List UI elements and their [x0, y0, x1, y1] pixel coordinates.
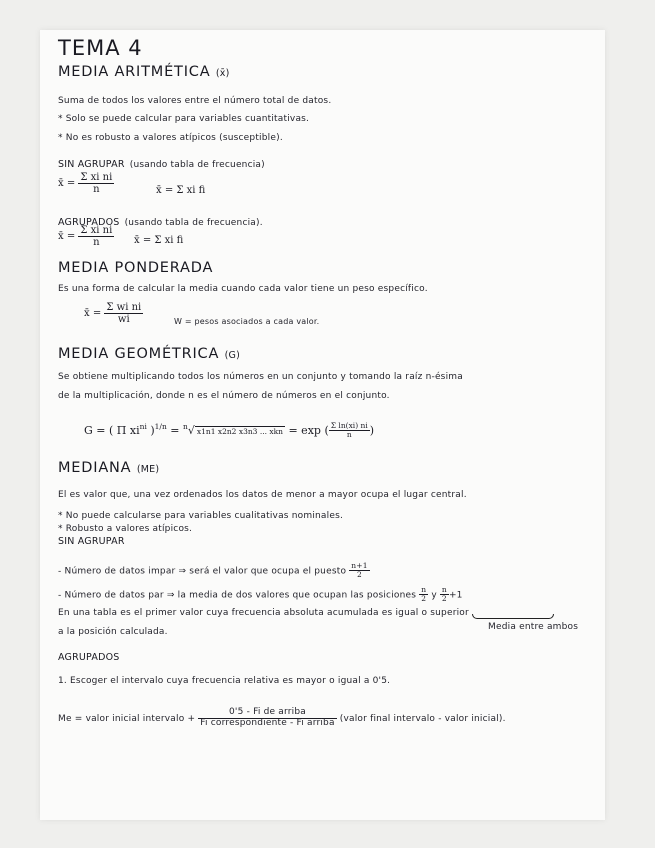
step-line: 1. Escoger el intervalo cuya frecuencia relativa es mayor o igual a 0'5.	[58, 676, 391, 686]
formula-mean-freq: x̄ = Σ xi fi	[156, 185, 206, 196]
formula-mean-grouped-freq: x̄ = Σ xi fi	[134, 235, 184, 246]
text-line: Suma de todos los valores entre el número total de datos.	[58, 96, 332, 106]
text-line: Se obtiene multiplicando todos los números en un conjunto y tomando la raíz n-ésima	[58, 372, 463, 382]
fraction	[78, 225, 114, 248]
root-radicand: x1n1 x2n2 x3n3 ... xkn	[196, 426, 283, 436]
formula-part: = exp	[288, 423, 321, 437]
text-line: * No puede calcularse para variables cualitativas nominales.	[58, 511, 344, 521]
brace-mark	[472, 614, 554, 619]
text-line: El es valor que, una vez ordenados los datos de menor a mayor ocupa el lugar central.	[58, 490, 467, 500]
subheading-note: (usando tabla de frecuencia)	[129, 160, 265, 170]
fraction-den: n	[346, 430, 352, 440]
heading-media-geometrica	[58, 346, 240, 362]
subheading-text: SIN AGRUPAR	[58, 159, 125, 170]
subheading-text: AGRUPADOS	[58, 217, 120, 228]
subheading-note: (usando tabla de frecuencia).	[124, 218, 263, 228]
formula-weighted-mean	[84, 302, 143, 325]
fraction-den: Fi correspondiente - Fi arriba	[200, 717, 335, 728]
heading-text: MEDIA ARITMÉTICA	[58, 64, 211, 80]
fraction	[419, 586, 428, 604]
fraction	[349, 562, 370, 580]
fraction-num: n	[441, 585, 447, 594]
formula-part: x̄ =	[84, 308, 102, 319]
heading-symbol: (G)	[224, 350, 240, 361]
formula-part: =	[170, 423, 180, 437]
fraction	[440, 586, 449, 604]
root-index: n	[183, 422, 188, 432]
median-odd-rule	[58, 562, 370, 580]
fraction-num: n	[421, 585, 427, 594]
formula-exponent: 1/n	[154, 422, 167, 432]
formula-median-grouped	[58, 708, 506, 729]
fraction	[198, 708, 336, 729]
heading-media-aritmetica	[58, 64, 229, 80]
text-line: * Robusto a valores atípicos.	[58, 524, 193, 534]
fraction-den: n	[93, 237, 100, 248]
subheading-sin-agrupar: SIN AGRUPAR	[58, 536, 125, 547]
text-line: de la multiplicación, donde n es el número de números en el conjunto.	[58, 391, 390, 401]
fraction-num: Σ wi ni	[106, 302, 142, 313]
fraction-den: 2	[356, 570, 362, 580]
text-line: * No es robusto a valores atípicos (susceptible).	[58, 133, 283, 143]
fraction-den: wi	[117, 314, 130, 325]
fraction-den: n	[93, 184, 100, 195]
rule-text: y	[431, 590, 437, 601]
notes-page	[40, 30, 605, 820]
formula-part: x̄ =	[58, 178, 76, 189]
formula-mean-ungrouped	[58, 172, 114, 195]
formula-part: x̄ =	[58, 231, 76, 242]
weights-note: W = pesos asociados a cada valor.	[174, 317, 320, 326]
fraction-num: Σ ln(xi) ni	[330, 421, 368, 430]
formula-mean-grouped	[58, 225, 114, 248]
formula-part: Me = valor inicial intervalo +	[58, 713, 196, 724]
heading-symbol: (x̄)	[215, 68, 230, 79]
text-line: * Solo se puede calcular para variables cuantitativas.	[58, 114, 310, 124]
median-even-rule	[58, 586, 463, 604]
fraction	[78, 172, 114, 195]
paren-open: (	[324, 423, 329, 437]
fraction-num: 0'5 - Fi de arriba	[198, 708, 336, 719]
fraction-num: Σ xi ni	[80, 225, 113, 236]
heading-text: MEDIA GEOMÉTRICA	[58, 346, 220, 362]
fraction-den: 2	[421, 594, 427, 604]
subheading-agrupados: AGRUPADOS	[58, 652, 120, 663]
rule-text: - Número de datos impar ⇒ será el valor que ocupa el puesto	[58, 566, 347, 577]
heading-text: MEDIANA	[58, 460, 132, 476]
brace-label: Media entre ambos	[488, 622, 579, 632]
formula-part: G = ( Π xi	[84, 423, 140, 437]
fraction-num: Σ xi ni	[80, 172, 113, 183]
formula-exponent: ni	[139, 422, 147, 432]
formula-part: )	[150, 423, 155, 437]
heading-media-ponderada: MEDIA PONDERADA	[58, 260, 214, 276]
page-title: TEMA 4	[58, 36, 143, 60]
text-line: En una tabla es el primer valor cuya frecuencia absoluta acumulada es igual o superior	[58, 608, 469, 618]
text-line: a la posición calculada.	[58, 627, 168, 637]
root-sign: √	[187, 423, 195, 437]
paren-close: )	[369, 423, 375, 437]
fraction	[329, 422, 370, 440]
formula-geometric-mean	[84, 422, 374, 440]
formula-part: (valor final intervalo - valor inicial).	[339, 713, 506, 724]
fraction-num: n+1	[351, 561, 368, 570]
rule-text: - Número de datos par ⇒ la media de dos valores que ocupan las posiciones	[58, 590, 417, 601]
heading-symbol: (ME)	[136, 464, 160, 475]
rule-text: +1	[448, 590, 463, 601]
fraction-den: 2	[441, 594, 447, 604]
subheading-sin-agrupar	[58, 152, 265, 171]
fraction	[104, 302, 143, 325]
text-line: Es una forma de calcular la media cuando cada valor tiene un peso específico.	[58, 284, 428, 294]
heading-mediana	[58, 460, 159, 476]
